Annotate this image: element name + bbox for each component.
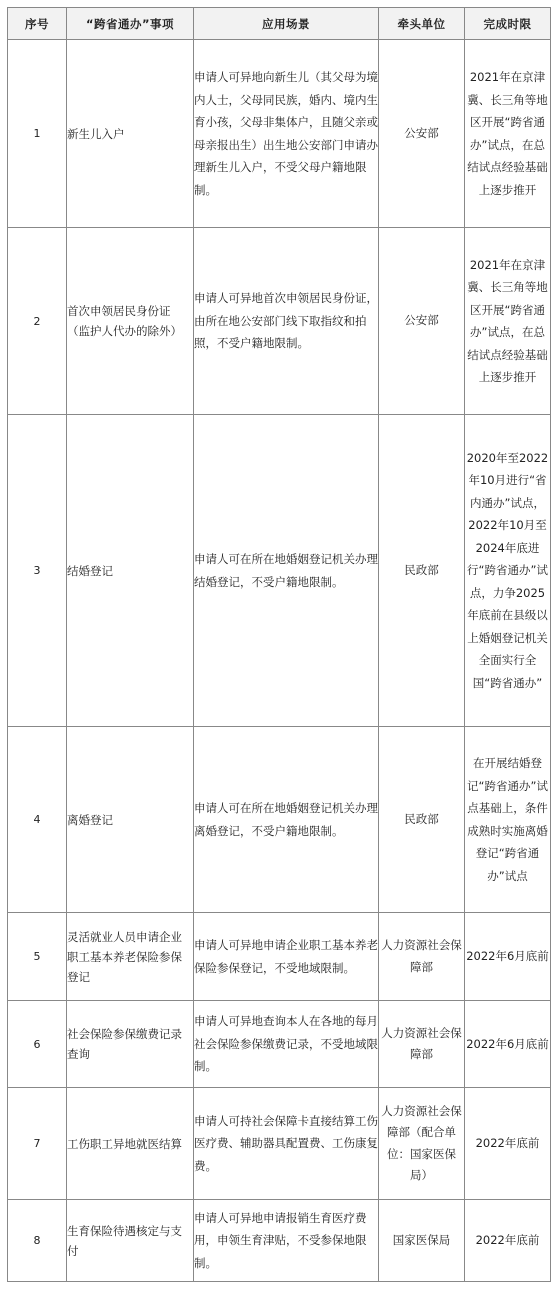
row-lead-unit: 人力资源社会保障部 [379, 1001, 465, 1088]
row-number: 8 [8, 1200, 67, 1282]
row-number: 5 [8, 913, 67, 1001]
row-deadline: 2022年6月底前 [465, 1001, 551, 1088]
row-number: 3 [8, 415, 67, 727]
row-lead-unit: 公安部 [379, 40, 465, 228]
row-scene: 申请人可持社会保障卡直接结算工伤医疗费、辅助器具配置费、工伤康复费。 [194, 1088, 379, 1200]
row-item: 结婚登记 [67, 415, 194, 727]
header-lead: 牵头单位 [379, 8, 465, 40]
row-lead-unit: 人力资源社会保障部（配合单位：国家医保局） [379, 1088, 465, 1200]
row-deadline: 2022年6月底前 [465, 913, 551, 1001]
row-number: 6 [8, 1001, 67, 1088]
row-lead-unit: 民政部 [379, 727, 465, 913]
row-scene: 申请人可在所在地婚姻登记机关办理离婚登记，不受户籍地限制。 [194, 727, 379, 913]
table-row [8, 415, 551, 727]
row-number: 4 [8, 727, 67, 913]
row-scene: 申请人可在所在地婚姻登记机关办理结婚登记，不受户籍地限制。 [194, 415, 379, 727]
row-item: 生育保险待遇核定与支付 [67, 1200, 194, 1282]
table-row [8, 913, 551, 1001]
row-item: 离婚登记 [67, 727, 194, 913]
row-number: 2 [8, 228, 67, 415]
row-item: 工伤职工异地就医结算 [67, 1088, 194, 1200]
table-row [8, 1200, 551, 1282]
row-scene: 申请人可异地查询本人在各地的每月社会保险参保缴费记录，不受地域限制。 [194, 1001, 379, 1088]
header-time: 完成时限 [465, 8, 551, 40]
row-deadline: 2022年底前 [465, 1200, 551, 1282]
row-item: 社会保险参保缴费记录查询 [67, 1001, 194, 1088]
row-number: 1 [8, 40, 67, 228]
row-deadline: 2020年至2022年10月进行“省内通办”试点，2022年10月至2024年底进行“跨省通办”试点，力争2025年底前在县级以上婚姻登记机关全面实行全国“跨省通办” [465, 415, 551, 727]
row-lead-unit: 人力资源社会保障部 [379, 913, 465, 1001]
table-row [8, 40, 551, 228]
row-scene: 申请人可异地向新生儿（其父母为境内人士，父母同民族，婚内、境内生育小孩，父母非集体户，且随父亲或母亲报出生）出生地公安部门申请办理新生儿入户，不受父母户籍地限制。 [194, 40, 379, 228]
row-scene: 申请人可异地首次申领居民身份证，由所在地公安部门线下取指纹和拍照，不受户籍地限制。 [194, 228, 379, 415]
row-item: 新生儿入户 [67, 40, 194, 228]
table-row [8, 1088, 551, 1200]
row-scene: 申请人可异地申请企业职工基本养老保险参保登记，不受地域限制。 [194, 913, 379, 1001]
row-deadline: 在开展结婚登记“跨省通办”试点基础上，条件成熟时实施离婚登记“跨省通办”试点 [465, 727, 551, 913]
table-row [8, 1001, 551, 1088]
row-deadline: 2022年底前 [465, 1088, 551, 1200]
row-scene: 申请人可异地申请报销生育医疗费用，申领生育津贴，不受参保地限制。 [194, 1200, 379, 1282]
row-item: 灵活就业人员申请企业职工基本养老保险参保登记 [67, 913, 194, 1001]
row-lead-unit: 国家医保局 [379, 1200, 465, 1282]
table-row [8, 727, 551, 913]
row-lead-unit: 民政部 [379, 415, 465, 727]
matters-table [7, 7, 551, 1282]
header-num: 序号 [8, 8, 67, 40]
row-lead-unit: 公安部 [379, 228, 465, 415]
table-row [8, 228, 551, 415]
header-scene: 应用场景 [194, 8, 379, 40]
row-item: 首次申领居民身份证（监护人代办的除外） [67, 228, 194, 415]
row-number: 7 [8, 1088, 67, 1200]
row-deadline: 2021年在京津冀、长三角等地区开展“跨省通办”试点，在总结试点经验基础上逐步推开 [465, 40, 551, 228]
row-deadline: 2021年在京津冀、长三角等地区开展“跨省通办”试点，在总结试点经验基础上逐步推开 [465, 228, 551, 415]
table-header-row [8, 8, 551, 40]
header-item: “跨省通办”事项 [67, 8, 194, 40]
